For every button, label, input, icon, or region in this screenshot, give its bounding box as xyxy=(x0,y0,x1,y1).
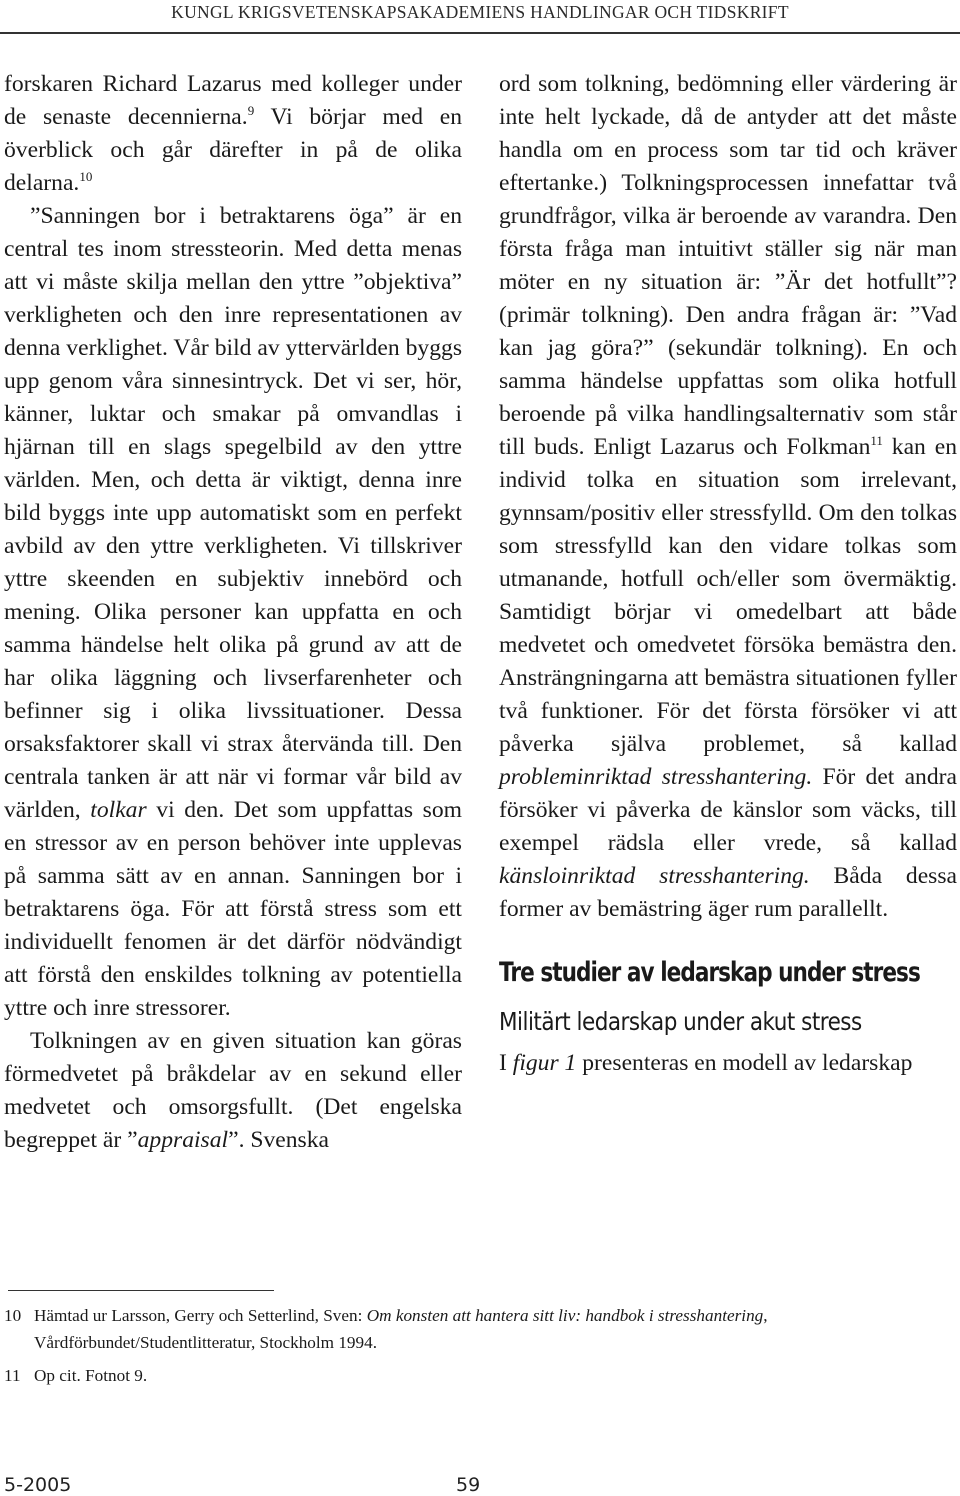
footnote-10 xyxy=(4,1302,956,1356)
emphasis-kansloinriktad: känsloinriktad stresshantering. xyxy=(499,863,810,889)
left-paragraph-3 xyxy=(4,1025,462,1157)
text-run: presenteras en modell av ledarskap xyxy=(576,1050,913,1076)
footnote-text: Hämtad ur Larsson, Gerry och Setterlind, Sven: xyxy=(34,1306,367,1325)
emphasis-probleminriktad: probleminriktad stresshantering. xyxy=(499,764,813,790)
text-run: ”Sanningen bor i betraktarens öga” är en central tes inom stressteorin. Med detta menas att vi måste skilja mellan den yttre ”objektiva” verkligheten och den inre representationen av denna verklighet. Vår bild av yttervärlden byggs upp genom våra sinnesintryck. Det vi ser, hör, känner, luktar och smakar på omvandlas i hjärnan till en slags spegelbild av den yttre världen. Men, och detta är viktigt, denna inre bild byggs inte upp automatiskt som en perfekt avbild av den yttre verkligheten. Vi tillskriver yttre skeenden en subjektiv innebörd och mening. Olika personer kan uppfatta en och samma händelse helt olika på grund av att de har olika läggning och livserfarenheter och befinner sig i olika livssituationer. Dessa orsaksfaktorer skall vi strax återvända till. Den centrala tanken är att när vi formar vår bild av världen, xyxy=(4,203,462,823)
footnote-text: Op cit. Fotnot 9. xyxy=(34,1366,148,1385)
emphasis-tolkar: tolkar xyxy=(90,797,147,823)
footnote-ref-10: 10 xyxy=(79,169,93,184)
footnote-number: 10 xyxy=(4,1306,22,1325)
text-run: ”. Svenska xyxy=(228,1127,330,1153)
footnote-11 xyxy=(4,1362,956,1389)
emphasis-appraisal: appraisal xyxy=(137,1127,229,1153)
emphasis-figur: figur 1 xyxy=(512,1050,577,1076)
text-run: Tolkningen av en given situation kan göras förmedvetet på bråkdelar av en sekund eller medvetet och omsorgsfullt. (Det engelska begreppet är ” xyxy=(4,1028,462,1153)
text-run: Vi börjar med en överblick och går därefter in på de olika delarna. xyxy=(4,104,462,196)
footnotes xyxy=(4,1302,956,1395)
text-run: I xyxy=(499,1050,513,1076)
issue-number: 5-2005 xyxy=(4,1474,72,1496)
right-paragraph-1 xyxy=(499,68,957,926)
footnote-rule xyxy=(8,1290,274,1291)
footnote-number: 11 xyxy=(4,1366,21,1385)
section-heading: Tre studier av ledarskap under stress xyxy=(499,957,920,988)
header-rule xyxy=(0,32,960,34)
text-run: kan en individ tolka en situation som irrelevant, gynnsam/positiv eller stressfylld. Om den tolkas som stressfylld kan den vidare tolkas som utmanande, hotfull och/eller som övermäktig. Samtidigt börjar vi omedelbart att både medvetet och omedvetet försöka bemästra den. Ansträngningarna att bemästra situationen fyller två funktioner. För det första försöker vi att påverka själva problemet, så kallad xyxy=(499,434,957,757)
subsection-heading: Militärt ledarskap under akut stress xyxy=(499,1007,862,1036)
right-column xyxy=(499,68,957,1080)
text-run: forskaren Richard Lazarus med kolleger under de senaste decennierna. xyxy=(4,71,462,130)
left-column xyxy=(4,68,462,1157)
footnote-ref-11: 11 xyxy=(870,433,883,448)
left-paragraph-2 xyxy=(4,200,462,1025)
text-run: Båda dessa former av bemästring äger rum parallellt. xyxy=(499,863,957,922)
running-header: KUNGL KRIGSVETENSKAPSAKADEMIENS HANDLINGAR OCH TIDSKRIFT xyxy=(171,2,789,22)
footnote-title: Om konsten att hantera sitt liv: handbok i stresshantering xyxy=(366,1306,764,1325)
left-paragraph-1 xyxy=(4,68,462,200)
footnote-ref-9: 9 xyxy=(247,103,255,118)
page-number: 59 xyxy=(456,1474,481,1496)
footnote-text: , Vårdförbundet/Studentlitteratur, Stockholm 1994. xyxy=(34,1306,768,1352)
text-run: vi den. Det som uppfattas som en stressor av en person behöver inte upplevas på samma sätt av en annan. Sanningen bor i betraktarens öga. För att förstå stress som ett individuellt fenomen är det därför nödvändigt att förstå den enskildes tolkning av potentiella yttre och inre stressorer. xyxy=(4,797,463,1021)
text-run: För det andra försöker vi påverka de känslor som väcks, till exempel rädsla eller vrede, så kallad xyxy=(499,764,957,856)
text-run: ord som tolkning, bedömning eller värdering är inte helt lyckade, då de antyder att det måste handla om en process som tar tid och kräver eftertanke.) Tolkningsprocessen innefattar två grundfrågor, vilka är beroende av varandra. Den första fråga man intuitivt ställer sig när man möter en ny situation är: ”Är det hotfullt”? (primär tolkning). Den andra frågan är: ”Vad kan jag göra?” (sekundär tolkning). En och samma händelse uppfattas som olika hotfull beroende på vilka handlingsalternativ som står till buds. Enligt Lazarus och Folkman xyxy=(499,71,957,460)
right-paragraph-2 xyxy=(499,1047,957,1080)
